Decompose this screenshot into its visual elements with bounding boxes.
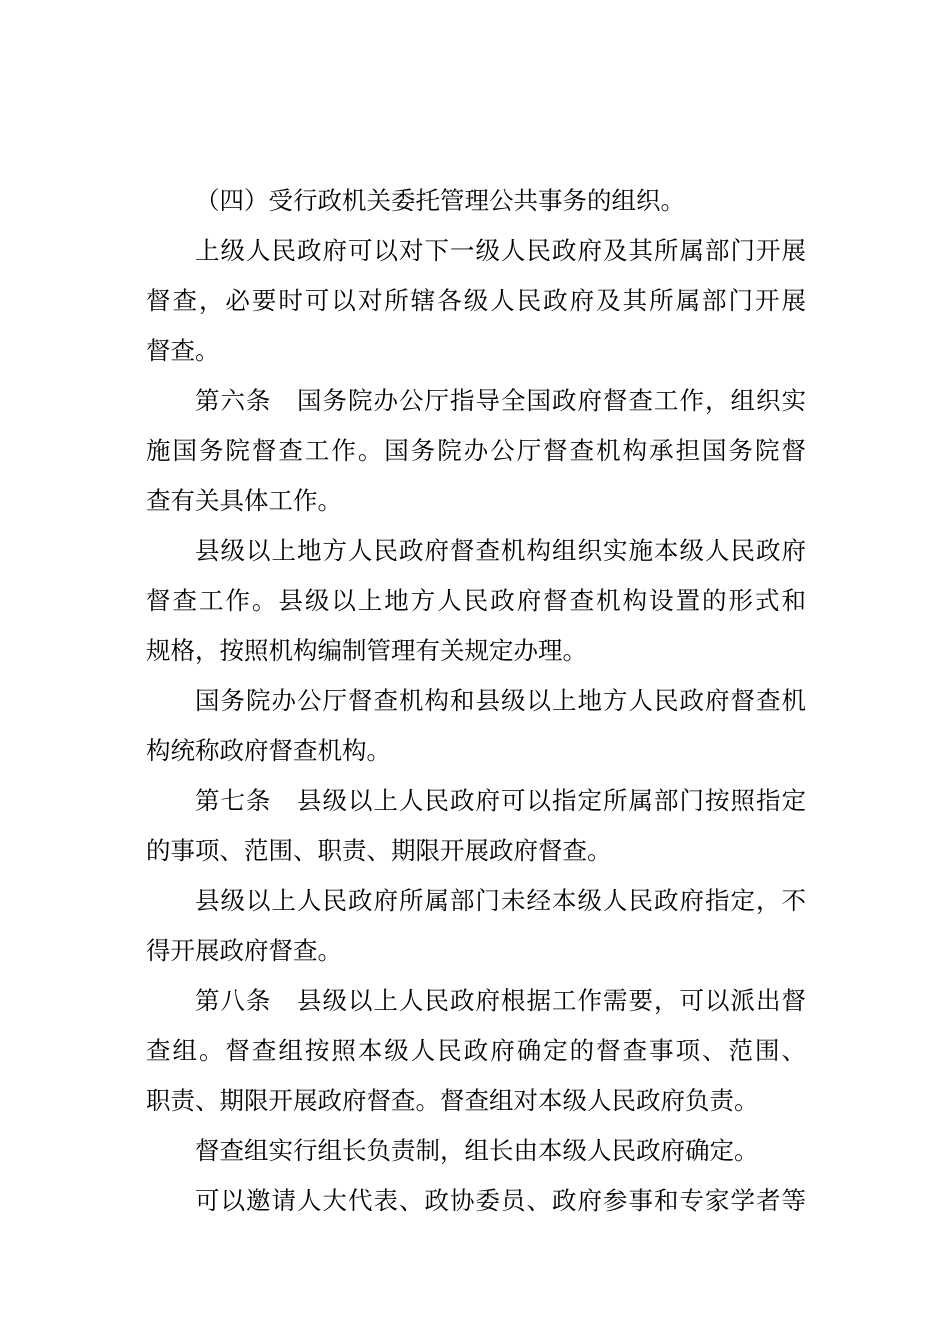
text-line: 上级人民政府可以对下一级人民政府及其所属部门开展 xyxy=(195,236,806,265)
text-line: 施国务院督查工作。国务院办公厅督查机构承担国务院督 xyxy=(146,436,806,465)
text-line: 规格，按照机构编制管理有关规定办理。 xyxy=(146,636,587,665)
text-line: 构统称政府督查机构。 xyxy=(146,736,391,765)
text-line: 第八条 县级以上人民政府根据工作需要，可以派出督 xyxy=(195,986,806,1015)
text-line: 督查工作。县级以上地方人民政府督查机构设置的形式和 xyxy=(146,586,806,615)
text-line: 督查。 xyxy=(146,336,220,365)
text-line: （四）受行政机关委托管理公共事务的组织。 xyxy=(195,186,685,215)
text-line: 第六条 国务院办公厅指导全国政府督查工作，组织实 xyxy=(195,386,806,415)
text-line: 查组。督查组按照本级人民政府确定的督查事项、范围、 xyxy=(146,1036,806,1065)
text-line: 的事项、范围、职责、期限开展政府督查。 xyxy=(146,836,612,865)
text-line: 职责、期限开展政府督查。督查组对本级人民政府负责。 xyxy=(146,1086,759,1115)
text-line: 督查组实行组长负责制，组长由本级人民政府确定。 xyxy=(195,1136,759,1165)
text-line: 国务院办公厅督查机构和县级以上地方人民政府督查机 xyxy=(195,686,806,715)
text-line: 查有关具体工作。 xyxy=(146,486,342,515)
text-line: 得开展政府督查。 xyxy=(146,936,342,965)
text-line: 县级以上地方人民政府督查机构组织实施本级人民政府 xyxy=(195,536,806,565)
text-line: 县级以上人民政府所属部门未经本级人民政府指定，不 xyxy=(195,886,806,915)
text-line: 督查，必要时可以对所辖各级人民政府及其所属部门开展 xyxy=(146,286,806,315)
text-line: 第七条 县级以上人民政府可以指定所属部门按照指定 xyxy=(195,786,806,815)
text-line: 可以邀请人大代表、政协委员、政府参事和专家学者等 xyxy=(195,1186,806,1215)
